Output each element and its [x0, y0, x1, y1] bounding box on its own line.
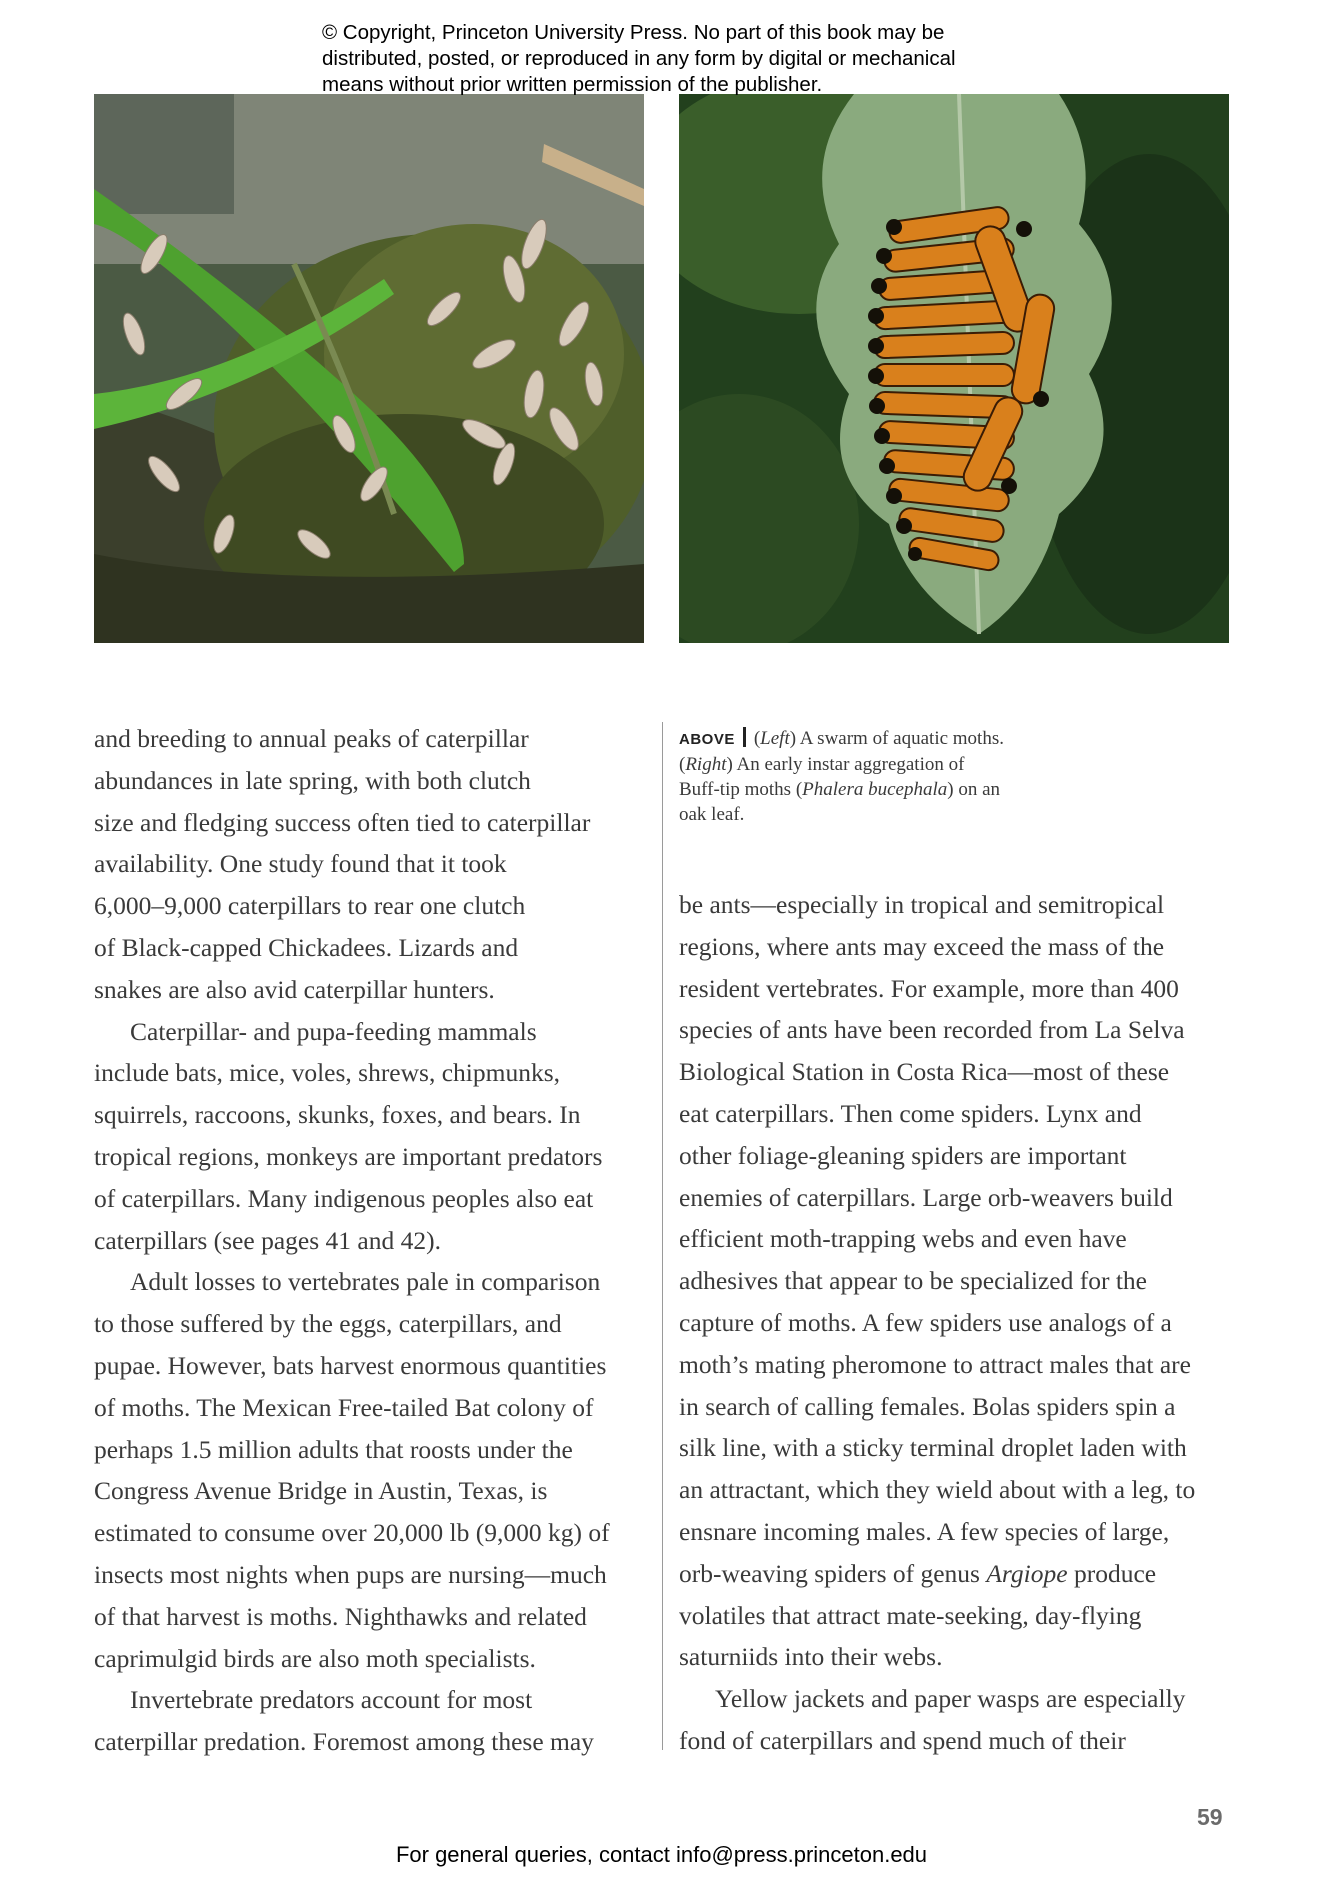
body-line: insects most nights when pups are nursing—much: [94, 1559, 607, 1589]
body-line: caterpillar predation. Foremost among these may: [94, 1727, 594, 1757]
caption-bar: [743, 727, 746, 747]
caption-text: ) A swarm of aquatic moths. (: [679, 728, 1004, 775]
body-line: estimated to consume over 20,000 lb (9,000 kg) of: [94, 1518, 610, 1548]
buff-tip-caterpillars-photo: [679, 94, 1229, 643]
body-line: to those suffered by the eggs, caterpillars, and: [94, 1309, 562, 1339]
body-line: species of ants have been recorded from La Selva: [679, 1015, 1185, 1045]
body-line: squirrels, raccoons, skunks, foxes, and bears. In: [94, 1100, 581, 1130]
body-line: adhesives that appear to be specialized for the: [679, 1266, 1148, 1296]
genus-name: Argiope: [986, 1558, 1068, 1588]
body-line: snakes are also avid caterpillar hunters.: [94, 974, 495, 1004]
body-line: resident vertebrates. For example, more than 400: [679, 973, 1179, 1003]
caption-right-tag: Right: [685, 754, 727, 775]
body-line: perhaps 1.5 million adults that roosts under the: [94, 1434, 573, 1464]
body-line: of moths. The Mexican Free-tailed Bat colony of: [94, 1392, 594, 1422]
page-number: 59: [1197, 1804, 1223, 1830]
body-line: pupae. However, bats harvest enormous quantities: [94, 1350, 607, 1380]
body-text: produce: [1067, 1558, 1157, 1588]
photo-caption: [679, 726, 1009, 827]
body-line: regions, where ants may exceed the mass of the: [679, 931, 1165, 961]
body-line: saturniids into their webs.: [679, 1642, 943, 1672]
body-line: Adult losses to vertebrates pale in comparison: [130, 1267, 601, 1297]
body-line: capture of moths. A few spiders use analogs of a: [679, 1307, 1172, 1337]
body-line: fond of caterpillars and spend much of their: [679, 1725, 1126, 1755]
body-line: other foliage-gleaning spiders are important: [679, 1140, 1127, 1170]
caption-label: ABOVE: [679, 731, 735, 748]
body-line: volatiles that attract mate-seeking, day-flying: [679, 1600, 1142, 1630]
body-line: Invertebrate predators account for most: [130, 1685, 533, 1715]
body-line: moth’s mating pheromone to attract males that are: [679, 1349, 1191, 1379]
buff-tip-caterpillars-image: [679, 94, 1229, 643]
body-line: of caterpillars. Many indigenous peoples also eat: [94, 1183, 594, 1213]
body-line: an attractant, which they wield about with a leg, to: [679, 1475, 1196, 1505]
body-line: Yellow jackets and paper wasps are especially: [715, 1684, 1186, 1714]
body-line: [679, 1553, 1239, 1595]
copyright-notice: [322, 20, 1042, 98]
body-text: orb-weaving spiders of genus: [679, 1558, 987, 1588]
caption-species: Phalera bucephala: [802, 779, 948, 800]
body-line: in search of calling females. Bolas spiders spin a: [679, 1391, 1176, 1421]
body-line: caterpillars (see pages 41 and 42).: [94, 1225, 441, 1255]
caption-text: (: [753, 728, 761, 749]
body-line: caprimulgid birds are also moth specialists.: [94, 1643, 536, 1673]
footer-contact: For general queries, contact info@press.princeton.edu: [395, 1842, 928, 1867]
body-line: of that harvest is moths. Nighthawks and related: [94, 1601, 587, 1631]
body-line: enemies of caterpillars. Large orb-weavers build: [679, 1182, 1173, 1212]
body-line: Caterpillar- and pupa-feeding mammals: [130, 1016, 537, 1046]
column-divider: [662, 722, 663, 1750]
body-line: Congress Avenue Bridge in Austin, Texas, is: [94, 1476, 548, 1506]
body-column-right: [679, 884, 1239, 1762]
caption-text: ) An early instar aggregation of Buff-tip moths (: [679, 754, 965, 800]
body-line: ensnare incoming males. A few species of large,: [679, 1516, 1170, 1546]
body-line: silk line, with a sticky terminal droplet laden with: [679, 1433, 1187, 1463]
body-line: be ants—especially in tropical and semitropical: [679, 890, 1165, 919]
body-line: size and fledging success often tied to caterpillar: [94, 807, 591, 837]
body-line: tropical regions, monkeys are important predators: [94, 1141, 603, 1171]
body-line: efficient moth-trapping webs and even have: [679, 1224, 1127, 1254]
body-column-left: [94, 718, 654, 1763]
body-line: 6,000–9,000 caterpillars to rear one clutch: [94, 891, 526, 921]
body-line: and breeding to annual peaks of caterpillar: [94, 724, 529, 753]
copyright-line: means without prior written permission of the publisher.: [322, 73, 823, 96]
body-line: Biological Station in Costa Rica—most of these: [679, 1057, 1170, 1087]
caption-text: ) on an oak leaf.: [679, 779, 1001, 825]
aquatic-moth-swarm-image: [94, 94, 644, 643]
body-line: of Black-capped Chickadees. Lizards and: [94, 932, 519, 962]
body-line: availability. One study found that it took: [94, 849, 507, 879]
aquatic-moth-swarm-photo: [94, 94, 644, 643]
caption-left-tag: Left: [760, 728, 790, 749]
body-line: eat caterpillars. Then come spiders. Lynx and: [679, 1098, 1142, 1128]
copyright-line: © Copyright, Princeton University Press. No part of this book may be: [322, 21, 945, 44]
body-line: abundances in late spring, with both clutch: [94, 765, 531, 795]
body-line: include bats, mice, voles, shrews, chipmunks,: [94, 1058, 560, 1088]
copyright-line: distributed, posted, or reproduced in any form by digital or mechanical: [322, 47, 956, 70]
